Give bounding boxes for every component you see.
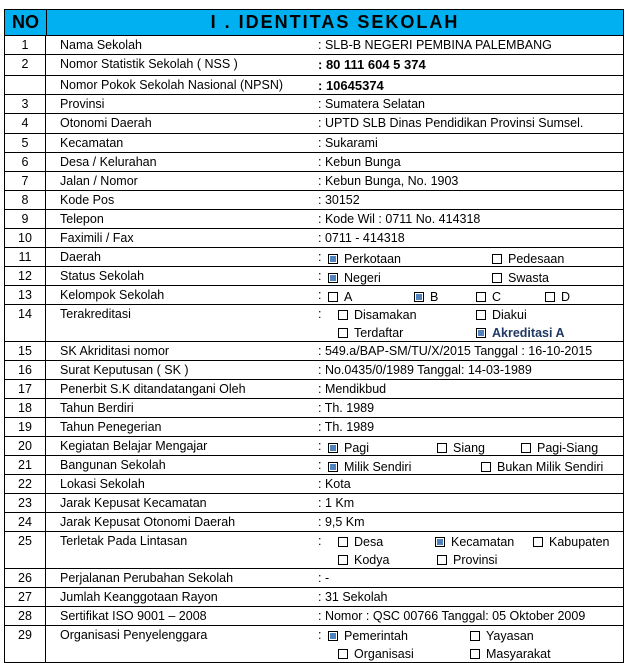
table-row (5, 494, 623, 513)
field-value: : Kota (318, 477, 351, 491)
option-label: Negeri (344, 271, 381, 285)
field-label: Terakreditasi (60, 307, 131, 321)
field-value: : Mendikbud (318, 382, 387, 396)
option-label: Pagi-Siang (537, 441, 599, 455)
option-label: A (344, 290, 353, 304)
option-perkotaan[interactable] (328, 252, 401, 266)
field-label: Nomor Pokok Sekolah Nasional (NPSN) (60, 78, 284, 92)
option-label: Kodya (354, 553, 390, 567)
field-value: : Th. 1989 (318, 420, 375, 434)
table-row (5, 399, 623, 418)
field-label: Terletak Pada Lintasan (60, 534, 188, 548)
option-label: Siang (453, 441, 485, 455)
field-label: Jarak Kepusat Otonomi Daerah (60, 515, 236, 529)
field-label: Status Sekolah (60, 269, 145, 283)
row-number: 23 (5, 494, 46, 512)
table-row (5, 172, 623, 191)
field-label: Bangunan Sekolah (60, 458, 166, 472)
field-label: Surat Keputusan ( SK ) (60, 363, 189, 377)
field-value: : Th. 1989 (318, 401, 375, 415)
checkbox-checked-icon[interactable] (328, 443, 338, 453)
checkbox-icon[interactable] (338, 328, 348, 338)
field-label: Kegiatan Belajar Mengajar (60, 439, 208, 453)
checkbox-icon[interactable] (338, 649, 348, 659)
option-milik-sendiri[interactable] (328, 460, 411, 474)
row-number: 9 (5, 210, 46, 228)
section-title: I . IDENTITAS SEKOLAH (210, 12, 460, 32)
checkbox-checked-icon[interactable] (328, 254, 338, 264)
option-negeri[interactable] (328, 271, 381, 285)
field-label: Tahun Berdiri (60, 401, 134, 415)
table-row (5, 626, 623, 662)
option-desa[interactable] (338, 535, 383, 549)
field-label: Nomor Statistik Sekolah ( NSS ) (60, 57, 238, 71)
row-number: 25 (5, 532, 46, 568)
option-label: Perkotaan (344, 252, 401, 266)
table-row (5, 342, 623, 361)
field-label: Jalan / Nomor (60, 174, 138, 188)
option-label: Masyarakat (486, 647, 551, 661)
field-label: Telepon (60, 212, 104, 226)
table-row (5, 95, 623, 114)
option-swasta[interactable] (492, 271, 549, 285)
option-provinsi[interactable] (437, 553, 497, 567)
checkbox-icon[interactable] (437, 555, 447, 565)
checkbox-checked-icon[interactable] (328, 462, 338, 472)
option-siang[interactable] (437, 441, 485, 455)
row-number: 2 (5, 55, 46, 75)
table-row (5, 229, 623, 248)
row-number: 19 (5, 418, 46, 436)
table-row (5, 191, 623, 210)
field-label: Kelompok Sekolah (60, 288, 165, 302)
row-number: 8 (5, 191, 46, 209)
row-number: 16 (5, 361, 46, 379)
field-colon: : (318, 307, 322, 321)
option-label: Pedesaan (508, 252, 565, 266)
row-number: 7 (5, 172, 46, 190)
field-label: Provinsi (60, 97, 105, 111)
checkbox-icon[interactable] (533, 537, 543, 547)
option-label: Provinsi (453, 553, 498, 567)
row-number: 29 (5, 626, 46, 662)
field-colon: : (318, 269, 322, 283)
row-number: 21 (5, 456, 46, 474)
field-label: Jarak Kepusat Kecamatan (60, 496, 207, 510)
option-d[interactable] (545, 290, 570, 304)
option-organisasi[interactable] (338, 647, 414, 661)
row-number: 11 (5, 248, 46, 266)
field-value: : 10645374 (318, 78, 384, 93)
field-label: Faximili / Fax (60, 231, 134, 245)
table-row (5, 437, 623, 456)
option-label: C (492, 290, 502, 304)
checkbox-checked-icon[interactable] (328, 631, 338, 641)
field-label: Jumlah Keanggotaan Rayon (60, 590, 218, 604)
table-row (5, 134, 623, 153)
row-number: 20 (5, 437, 46, 455)
field-value: : No.0435/0/1989 Tanggal: 14-03-1989 (318, 363, 532, 377)
table-header (5, 10, 623, 36)
checkbox-icon[interactable] (481, 462, 491, 472)
option-label: Terdaftar (354, 326, 404, 340)
field-value: : 1 Km (318, 496, 355, 510)
option-label: Disamakan (354, 308, 417, 322)
field-label: Lokasi Sekolah (60, 477, 145, 491)
checkbox-icon[interactable] (545, 292, 555, 302)
field-value: : Nomor : QSC 00766 Tanggal: 05 Oktober 2009 (318, 609, 586, 623)
row-number: 15 (5, 342, 46, 360)
row-number: 13 (5, 286, 46, 304)
field-value: : - (318, 571, 330, 585)
checkbox-icon[interactable] (492, 273, 502, 283)
checkbox-icon[interactable] (338, 537, 348, 547)
row-number: 10 (5, 229, 46, 247)
field-label: Otonomi Daerah (60, 116, 152, 130)
option-b[interactable] (414, 290, 438, 304)
row-number: 17 (5, 380, 46, 398)
field-value: : Kebun Bunga (318, 155, 401, 169)
checkbox-icon[interactable] (437, 443, 447, 453)
field-colon: : (318, 534, 322, 548)
option-label: Bukan Milik Sendiri (497, 460, 604, 474)
field-colon: : (318, 628, 322, 642)
table-row (5, 569, 623, 588)
option-disamakan[interactable] (338, 308, 417, 322)
checkbox-icon[interactable] (328, 292, 338, 302)
field-label: Sertifikat ISO 9001 – 2008 (60, 609, 207, 623)
checkbox-icon[interactable] (470, 631, 480, 641)
field-value: : Sukarami (318, 136, 378, 150)
option-label: Akreditasi A (492, 326, 565, 340)
field-label: Tahun Penegerian (60, 420, 162, 434)
field-label: Desa / Kelurahan (60, 155, 157, 169)
option-label: Yayasan (486, 629, 534, 643)
header-no: NO (5, 10, 47, 35)
field-label: SK Akriditasi nomor (60, 344, 170, 358)
table-row (5, 114, 623, 134)
option-diakui[interactable] (476, 308, 527, 322)
field-value: : SLB-B NEGERI PEMBINA PALEMBANG (318, 38, 552, 52)
field-colon: : (318, 288, 322, 302)
option-label: Pagi (344, 441, 370, 455)
checkbox-checked-icon[interactable] (414, 292, 424, 302)
table-row (5, 248, 623, 267)
option-label: Milik Sendiri (344, 460, 412, 474)
field-colon: : (318, 439, 322, 453)
row-number: 1 (5, 36, 46, 54)
table-row (5, 55, 623, 76)
row-number: 12 (5, 267, 46, 285)
row-number: 4 (5, 114, 46, 133)
row-number: 24 (5, 513, 46, 531)
identity-table (4, 9, 624, 663)
row-number: 22 (5, 475, 46, 493)
row-number: 18 (5, 399, 46, 417)
checkbox-icon[interactable] (492, 254, 502, 264)
option-masyarakat[interactable] (470, 647, 551, 661)
table-row (5, 305, 623, 342)
option-kecamatan[interactable] (435, 535, 514, 549)
option-label: Swasta (508, 271, 549, 285)
table-row (5, 153, 623, 172)
table-row (5, 588, 623, 607)
table-row (5, 456, 623, 475)
table-row (5, 361, 623, 380)
table-row (5, 36, 623, 55)
field-value: : 80 111 604 5 374 (318, 57, 426, 72)
option-pedesaan[interactable] (492, 252, 564, 266)
row-number: 5 (5, 134, 46, 152)
option-label: D (561, 290, 571, 304)
option-kodya[interactable] (338, 553, 389, 567)
checkbox-icon[interactable] (338, 310, 348, 320)
checkbox-checked-icon[interactable] (435, 537, 445, 547)
row-number: 14 (5, 305, 46, 341)
option-label: Desa (354, 535, 384, 549)
table-row (5, 286, 623, 305)
option-c[interactable] (476, 290, 501, 304)
field-label: Kode Pos (60, 193, 115, 207)
field-value: : 31 Sekolah (318, 590, 388, 604)
option-label: Organisasi (354, 647, 414, 661)
row-number: 3 (5, 95, 46, 113)
table-body (5, 36, 623, 662)
option-bukan-milik-sendiri[interactable] (481, 460, 603, 474)
table-row (5, 513, 623, 532)
field-label: Kecamatan (60, 136, 124, 150)
option-label: Kabupaten (549, 535, 610, 549)
field-value: : Sumatera Selatan (318, 97, 426, 111)
table-row (5, 418, 623, 437)
checkbox-icon[interactable] (476, 292, 486, 302)
option-kabupaten[interactable] (533, 535, 609, 549)
field-value: : 9,5 Km (318, 515, 365, 529)
option-pemerintah[interactable] (328, 629, 408, 643)
checkbox-icon[interactable] (476, 310, 486, 320)
option-label: Kecamatan (451, 535, 515, 549)
row-number: 6 (5, 153, 46, 171)
table-row (5, 76, 623, 95)
field-label: Perjalanan Perubahan Sekolah (60, 571, 234, 585)
checkbox-icon[interactable] (338, 555, 348, 565)
option-terdaftar[interactable] (338, 326, 403, 340)
option-pagi[interactable] (328, 441, 369, 455)
field-value: : 30152 (318, 193, 360, 207)
option-a[interactable] (328, 290, 352, 304)
field-value: : Kebun Bunga, No. 1903 (318, 174, 459, 188)
table-row (5, 210, 623, 229)
field-label: Nama Sekolah (60, 38, 142, 52)
row-number (5, 76, 46, 94)
table-row (5, 475, 623, 494)
checkbox-checked-icon[interactable] (476, 328, 486, 338)
field-label: Penerbit S.K ditandatangani Oleh (60, 382, 246, 396)
field-value: : 549.a/BAP-SM/TU/X/2015 Tanggal : 16-10-2015 (318, 344, 593, 358)
field-label: Organisasi Penyelenggara (60, 628, 208, 642)
field-colon: : (318, 250, 322, 264)
option-pagi-siang[interactable] (521, 441, 598, 455)
table-row (5, 532, 623, 569)
option-label: Diakui (492, 308, 527, 322)
option-label: Pemerintah (344, 629, 408, 643)
field-value: : 0711 - 414318 (318, 231, 405, 245)
field-label: Daerah (60, 250, 101, 264)
checkbox-icon[interactable] (521, 443, 531, 453)
table-row (5, 607, 623, 626)
option-label: B (430, 290, 439, 304)
option-yayasan[interactable] (470, 629, 534, 643)
field-value: : UPTD SLB Dinas Pendidikan Provinsi Sumsel. (318, 116, 584, 130)
field-value: : Kode Wil : 0711 No. 414318 (318, 212, 481, 226)
row-number: 26 (5, 569, 46, 587)
row-number: 28 (5, 607, 46, 625)
field-colon: : (318, 458, 322, 472)
checkbox-icon[interactable] (470, 649, 480, 659)
table-row (5, 380, 623, 399)
table-row (5, 267, 623, 286)
option-akreditasi-a[interactable] (476, 326, 564, 340)
checkbox-checked-icon[interactable] (328, 273, 338, 283)
row-number: 27 (5, 588, 46, 606)
